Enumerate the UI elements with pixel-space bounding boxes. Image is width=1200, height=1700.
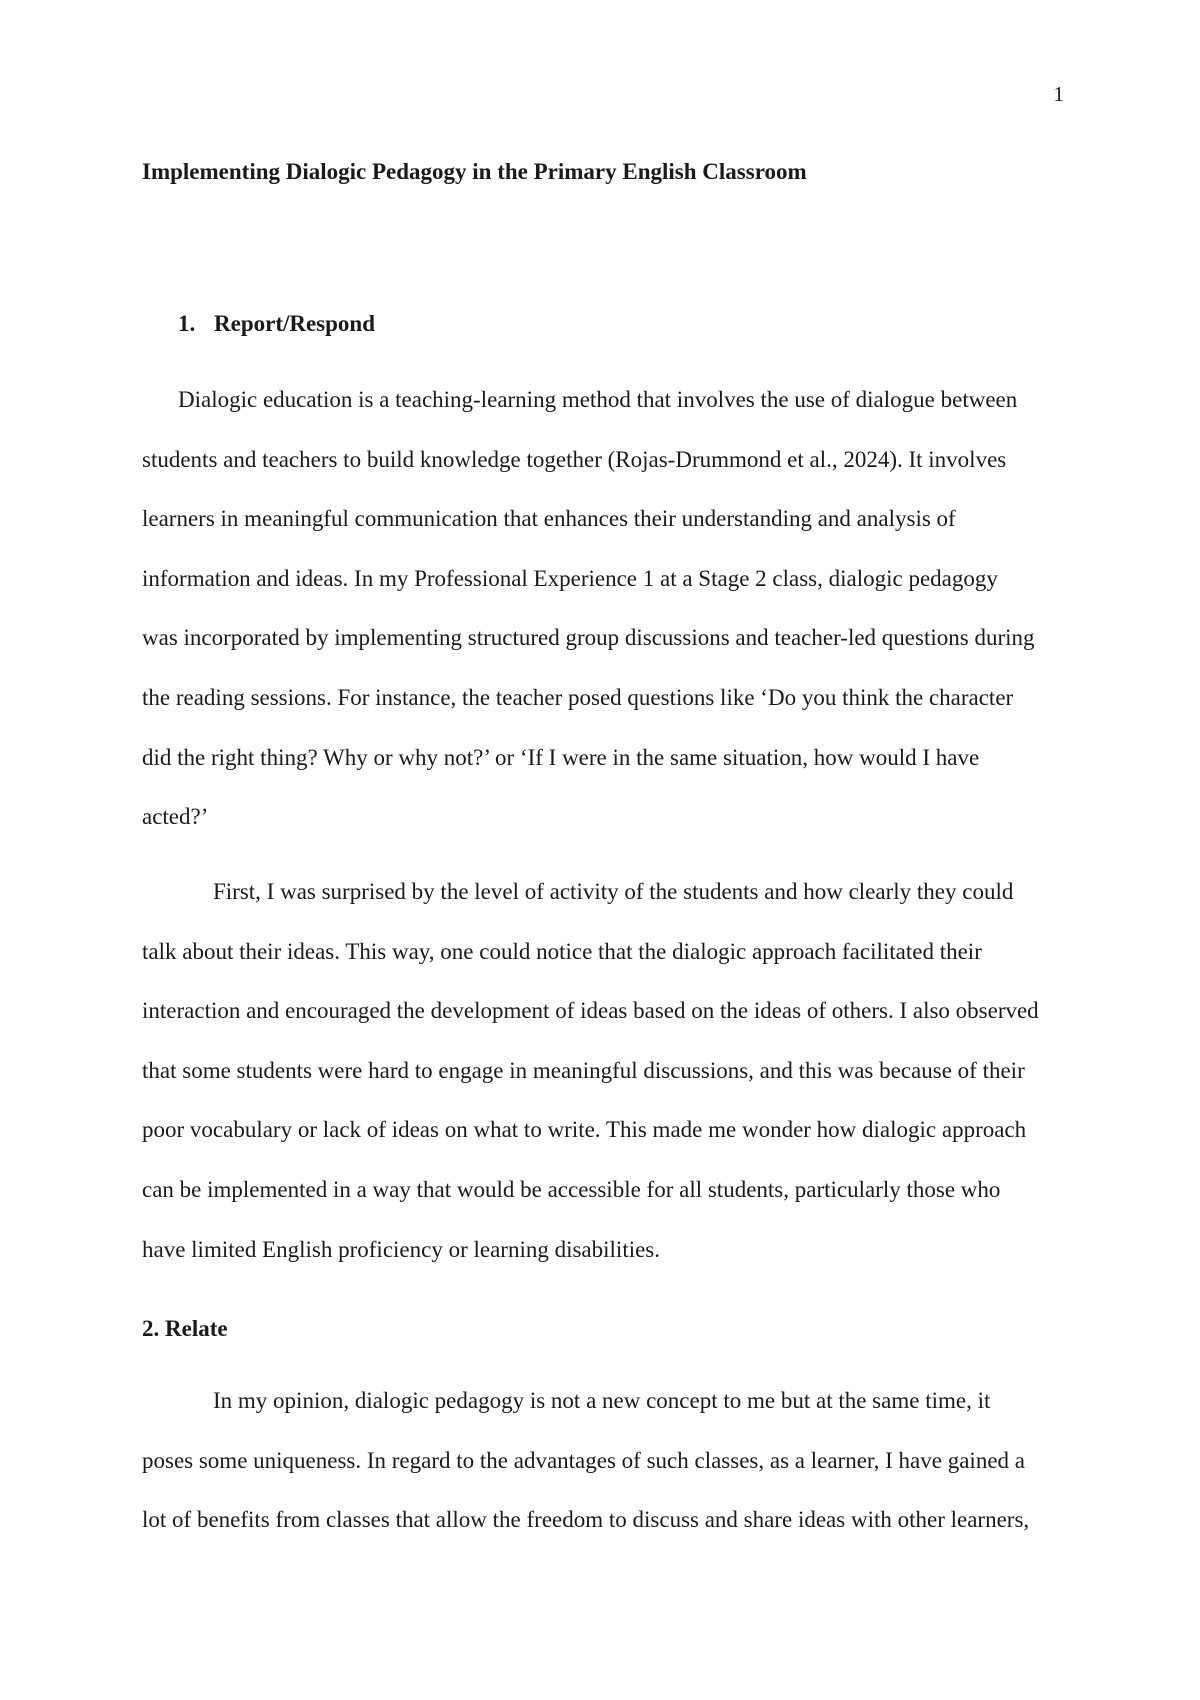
paragraph-line: can be implemented in a way that would be accessible for all students, particularly those who [142,1176,1001,1202]
paragraph-line: talk about their ideas. This way, one could notice that the dialogic approach facilitated their [142,938,982,964]
section-heading-relate: 2. Relate [142,1316,228,1341]
section-heading-text: Report/Respond [214,311,376,336]
page-number: 1 [1053,82,1064,106]
paragraph-line: acted?’ [142,804,209,830]
paragraph-relate [142,1386,1072,1565]
section-number: 1. [178,311,196,336]
paragraph-dialogic-education [142,385,1072,862]
paragraph-line: was incorporated by implementing structured group discussions and teacher-led questions during [142,625,1035,651]
paragraph-line: information and ideas. In my Professional Experience 1 at a Stage 2 class, dialogic pedagogy [142,565,998,591]
section-heading-report-respond [178,309,375,339]
paragraph-line: poor vocabulary or lack of ideas on what to write. This made me wonder how dialogic approach [142,1117,1027,1143]
paragraph-line: poses some uniqueness. In regard to the advantages of such classes, as a learner, I have gained a [142,1447,1025,1473]
paragraph-line: Dialogic education is a teaching-learning method that involves the use of dialogue between [178,387,1018,412]
paragraph-line: interaction and encouraged the development of ideas based on the ideas of others. I also observed [142,998,1039,1024]
paragraph-line: did the right thing? Why or why not?’ or ‘If I were in the same situation, how would I have [142,744,980,770]
document-title: Implementing Dialogic Pedagogy in the Primary English Classroom [142,159,807,184]
paragraph-line: that some students were hard to engage in meaningful discussions, and this was because of their [142,1057,1025,1083]
paragraph-line: students and teachers to build knowledge together (Rojas-Drummond et al., 2024). It involves [142,446,1007,472]
paragraph-line: First, I was surprised by the level of activity of the students and how clearly they could [213,879,1014,904]
paragraph-line: In my opinion, dialogic pedagogy is not a new concept to me but at the same time, it [213,1388,991,1413]
paragraph-line: learners in meaningful communication that enhances their understanding and analysis of [142,506,956,532]
paragraph-line: the reading sessions. For instance, the teacher posed questions like ‘Do you think the character [142,684,1014,710]
paragraph-line: have limited English proficiency or learning disabilities. [142,1236,661,1262]
paragraph-observations [142,877,1072,1294]
paragraph-line: lot of benefits from classes that allow the freedom to discuss and share ideas with other learners, [142,1507,1030,1533]
